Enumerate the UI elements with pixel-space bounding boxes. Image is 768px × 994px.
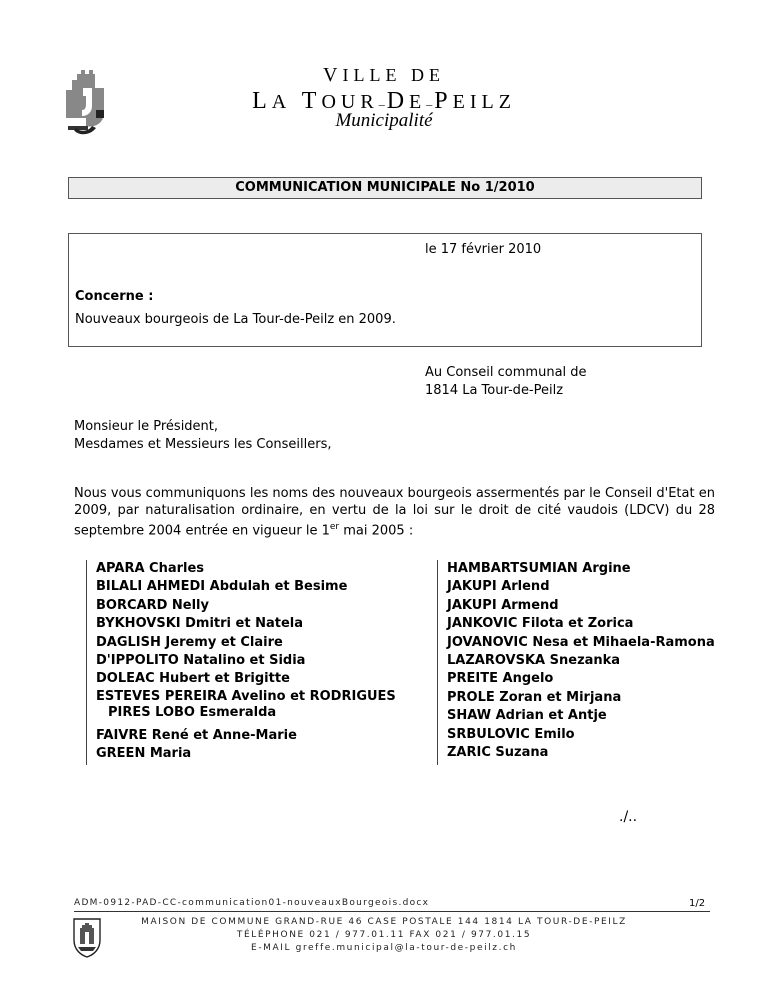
town-label: VILLE DE (323, 64, 445, 86)
municipality-label: Municipalité (335, 110, 433, 131)
concerne-box (68, 233, 702, 347)
page-number: 1/2 (689, 898, 706, 909)
list-item-continuation: PIRES LOBO Esmeralda (108, 704, 277, 720)
footer-address: MAISON DE COMMUNE GRAND-RUE 46 CASE POSTALE 144 1814 LA TOUR-DE-PEILZ (141, 917, 627, 927)
list-item: BILALI AHMEDI Abdulah et Besime (96, 579, 348, 595)
list-item: DOLEAC Hubert et Brigitte (96, 671, 290, 687)
addressee-line: Au Conseil communal de (425, 365, 587, 380)
list-item: APARA Charles (96, 561, 205, 576)
list-item: JANKOVIC Filota et Zorica (447, 616, 634, 632)
footer-phone-fax: TÉLÉPHONE 021 / 977.01.11 FAX 021 / 977.01.15 (236, 930, 532, 940)
list-item: PROLE Zoran et Mirjana (447, 689, 622, 705)
list-item: HAMBARTSUMIAN Argine (447, 561, 631, 576)
salutation-line: Mesdames et Messieurs les Conseillers, (74, 437, 332, 452)
list-item: PREITE Angelo (447, 671, 554, 687)
addressee-line: 1814 La Tour-de-Peilz (425, 383, 564, 398)
list-item: SHAW Adrian et Antje (447, 708, 607, 724)
salutation-line: Monsieur le Président, (74, 419, 219, 434)
continuation-mark: ./.. (619, 809, 638, 825)
names-list-left (86, 560, 431, 765)
list-item: JAKUPI Armend (447, 597, 559, 613)
list-item: SRBULOVIC Emilo (447, 726, 575, 742)
names-list-right (437, 560, 747, 765)
addressee (425, 364, 587, 400)
salutation (74, 418, 332, 454)
list-item: BORCARD Nelly (96, 597, 209, 613)
list-item: ZARIC Suzana (447, 745, 549, 761)
concerne-label: Concerne : (75, 289, 154, 304)
list-item: FAIVRE René et Anne-Marie (96, 727, 297, 743)
footer-divider (74, 911, 710, 912)
list-item: JOVANOVIC Nesa et Mihaela-Ramona (447, 634, 715, 650)
list-item: LAZAROVSKA Snezanka (447, 653, 621, 669)
document-reference: ADM-0912-PAD-CC-communication01-nouveauxBourgeois.docx (74, 898, 430, 908)
body-paragraph: Nous vous communiquons les noms des nouveaux bourgeois assermentés par le Conseil d'Etat en 2009, par naturalisation ordinaire, en vertu de la loi sur le droit de cité vaudois (LDCV) du 28 septembre 2004 entrée en vigueur le 1er mai 2005 : (74, 486, 715, 539)
document-date: le 17 février 2010 (425, 242, 542, 257)
concerne-text: Nouveaux bourgeois de La Tour-de-Peilz en 2009. (75, 312, 396, 327)
list-item: ESTEVES PEREIRA Avelino et RODRIGUES (96, 688, 396, 704)
list-item: GREEN Maria (96, 746, 192, 762)
town-name: LA TOUR–DE–PEILZ (252, 88, 516, 114)
list-item: BYKHOVSKI Dmitri et Natela (96, 616, 303, 632)
list-item: JAKUPI Arlend (447, 579, 550, 595)
footer-email: E-MAIL greffe.municipal@la-tour-de-peilz.ch (251, 943, 517, 953)
list-item: D'IPPOLITO Natalino et Sidia (96, 653, 306, 669)
list-item: DAGLISH Jeremy et Claire (96, 634, 283, 650)
communication-title: COMMUNICATION MUNICIPALE No 1/2010 (68, 177, 702, 199)
